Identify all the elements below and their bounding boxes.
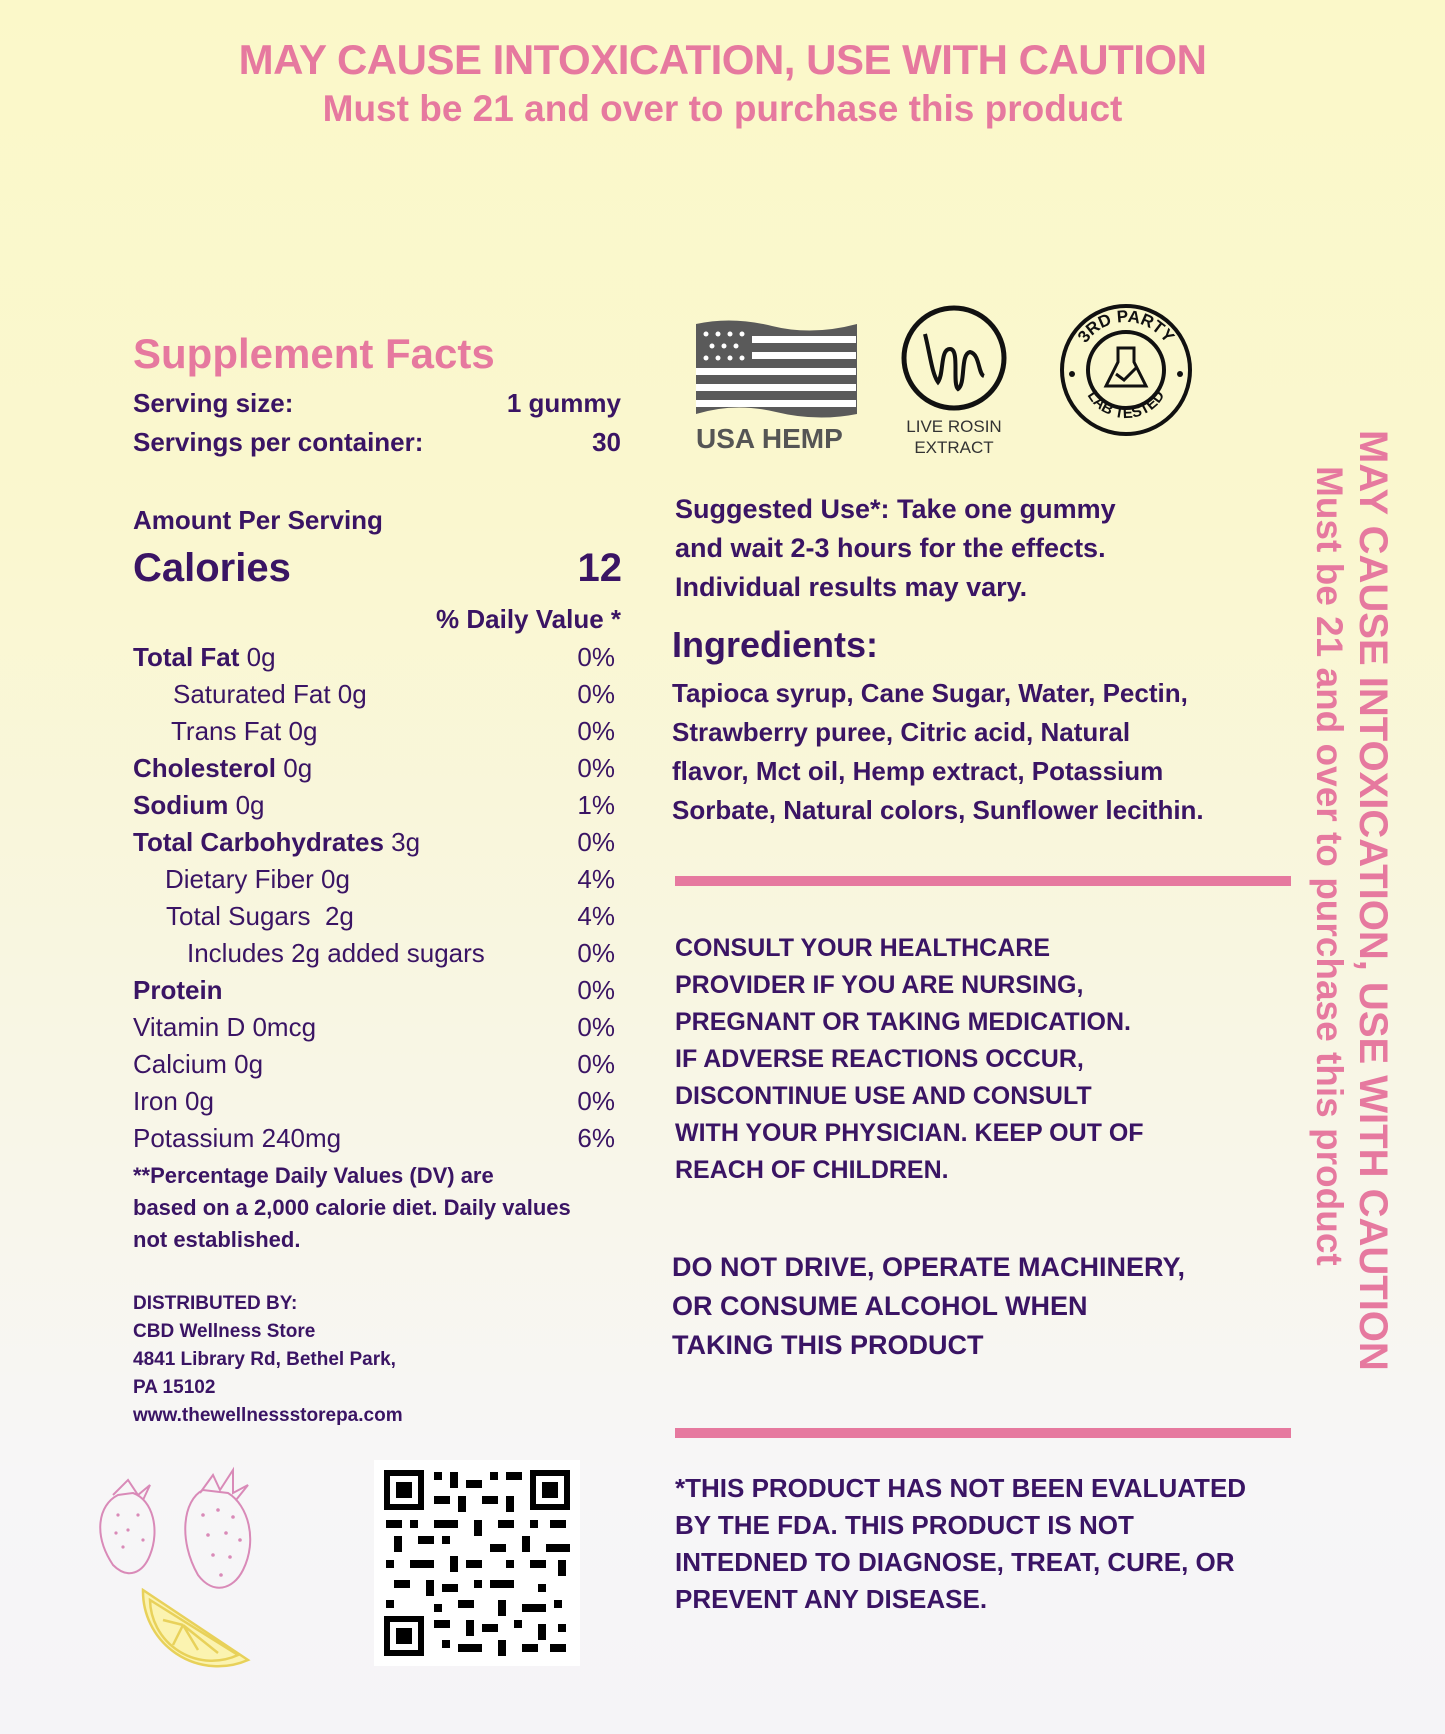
nutrient-name bbox=[133, 753, 312, 784]
svg-text:LAB TESTED bbox=[1084, 388, 1168, 423]
nutrient-name bbox=[133, 1123, 341, 1154]
nutrient-row bbox=[133, 642, 615, 673]
nutrient-name bbox=[133, 975, 223, 1006]
distributor-block bbox=[133, 1290, 403, 1430]
nutrient-daily-value: 0% bbox=[577, 679, 615, 709]
nutrient-daily-value: 4% bbox=[577, 864, 615, 894]
live-rosin-logo bbox=[900, 304, 1012, 464]
daily-value-header: % Daily Value * bbox=[436, 604, 621, 634]
ingredients-line: Tapioca syrup, Cane Sugar, Water, Pectin, bbox=[672, 678, 1188, 708]
nutrient-amount: 0g bbox=[276, 753, 313, 783]
nutrient-daily-value: 0% bbox=[577, 827, 615, 857]
suggested-use bbox=[675, 490, 1195, 607]
nutrient-name bbox=[133, 938, 485, 969]
amount-per-serving bbox=[133, 505, 621, 536]
distributor-label: DISTRIBUTED BY: bbox=[133, 1293, 298, 1314]
nutrient-row bbox=[133, 1049, 615, 1080]
nutrient-row bbox=[133, 1086, 615, 1117]
footnote-line: based on a 2,000 calorie diet. Daily values bbox=[133, 1195, 571, 1220]
nutrient-daily-value: 0% bbox=[577, 753, 615, 783]
amount-per-serving-label: Amount Per Serving bbox=[133, 505, 383, 535]
nutrient-daily-value: 0% bbox=[577, 938, 615, 968]
calories-value: 12 bbox=[577, 546, 622, 590]
nutrient-daily-value: 0% bbox=[577, 975, 615, 1005]
warning-line: WITH YOUR PHYSICIAN. KEEP OUT OF bbox=[675, 1119, 1144, 1147]
fda-disclaimer bbox=[675, 1470, 1295, 1618]
ingredients-line: Sorbate, Natural colors, Sunflower lecithin. bbox=[672, 795, 1204, 825]
nutrient-daily-value: 0% bbox=[577, 1049, 615, 1079]
svg-text:3RD PARTY bbox=[1074, 307, 1178, 347]
lemon-icon bbox=[143, 1590, 248, 1666]
warning-line: PREGNANT OR TAKING MEDICATION. bbox=[675, 1008, 1132, 1036]
nutrient-amount: Saturated Fat 0g bbox=[173, 679, 367, 709]
nutrient-row bbox=[133, 1012, 615, 1043]
divider bbox=[675, 876, 1291, 886]
servings-value: 30 bbox=[592, 427, 621, 457]
nutrient-daily-value: 0% bbox=[577, 716, 615, 746]
dv-footnote bbox=[133, 1160, 633, 1256]
nutrient-amount: Includes 2g added sugars bbox=[187, 938, 485, 968]
nutrient-name bbox=[133, 790, 265, 821]
footnote-line: not established. bbox=[133, 1227, 301, 1252]
flask-check-icon bbox=[1106, 348, 1146, 386]
serving-size-label: Serving size: bbox=[133, 388, 294, 418]
nutrient-daily-value: 0% bbox=[577, 642, 615, 672]
divider bbox=[675, 1428, 1291, 1438]
nutrient-name bbox=[133, 1086, 214, 1117]
nutrient-amount: Potassium 240mg bbox=[133, 1123, 342, 1153]
ingredients-title: Ingredients: bbox=[672, 624, 879, 665]
servings-label: Servings per container: bbox=[133, 427, 424, 457]
nutrient-row bbox=[133, 716, 615, 747]
lab-top-text: 3RD PARTY bbox=[1073, 306, 1178, 347]
suggested-use-line: Suggested Use*: Take one gummy bbox=[675, 494, 1116, 524]
nutrient-daily-value: 6% bbox=[577, 1123, 615, 1153]
rosin-drip-icon bbox=[925, 334, 984, 389]
lab-bottom-text: LAB TESTED bbox=[1083, 387, 1169, 423]
nutrient-name bbox=[133, 642, 276, 673]
side-age-notice: Must be 21 and over to purchase this product bbox=[1309, 466, 1350, 1266]
nutrient-row bbox=[133, 1123, 615, 1154]
nutrient-row bbox=[133, 753, 615, 784]
fda-line: PREVENT ANY DISEASE. bbox=[675, 1584, 988, 1614]
nutrient-name bbox=[133, 716, 317, 747]
nutrient-row bbox=[133, 975, 615, 1006]
nutrient-row bbox=[133, 938, 615, 969]
suggested-use-line: Individual results may vary. bbox=[675, 572, 1028, 602]
ingredients-line: Strawberry puree, Citric acid, Natural bbox=[672, 717, 1131, 747]
nutrient-name bbox=[133, 1049, 263, 1080]
nutrient-row bbox=[133, 827, 615, 858]
top-warning: MAY CAUSE INTOXICATION, USE WITH CAUTION bbox=[238, 36, 1207, 83]
warning-line: CONSULT YOUR HEALTHCARE bbox=[675, 934, 1050, 962]
distributor-address: 4841 Library Rd, Bethel Park, bbox=[133, 1349, 396, 1370]
nutrient-amount: Total Sugars 2g bbox=[166, 901, 354, 931]
servings-per-container-row bbox=[133, 427, 621, 458]
nutrient-row bbox=[133, 790, 615, 821]
nutrient-amount: Vitamin D 0mcg bbox=[133, 1012, 317, 1042]
distributor-address: PA 15102 bbox=[133, 1377, 216, 1398]
drive-line: OR CONSUME ALCOHOL WHEN bbox=[672, 1291, 1088, 1321]
nutrient-amount: Trans Fat 0g bbox=[171, 716, 318, 746]
fda-line: *THIS PRODUCT HAS NOT BEEN EVALUATED bbox=[675, 1473, 1247, 1503]
nutrient-name-bold: Total Carbohydrates bbox=[133, 827, 384, 857]
nutrient-daily-value: 1% bbox=[577, 790, 615, 820]
nutrient-amount: Iron 0g bbox=[133, 1086, 214, 1116]
drive-line: DO NOT DRIVE, OPERATE MACHINERY, bbox=[672, 1252, 1186, 1282]
fda-line: BY THE FDA. THIS PRODUCT IS NOT bbox=[675, 1510, 1134, 1540]
nutrient-daily-value: 0% bbox=[577, 1086, 615, 1116]
extract-text: EXTRACT bbox=[914, 438, 994, 457]
nutrient-name bbox=[133, 901, 354, 932]
nutrient-amount: 0g bbox=[228, 790, 265, 820]
warning-line: PROVIDER IF YOU ARE NURSING, bbox=[675, 971, 1084, 999]
ingredients-line: flavor, Mct oil, Hemp extract, Potassium bbox=[672, 756, 1164, 786]
top-age-notice: Must be 21 and over to purchase this product bbox=[322, 88, 1123, 129]
qr-code[interactable] bbox=[374, 1460, 580, 1666]
consult-warning bbox=[675, 930, 1295, 1189]
nutrient-amount: 0g bbox=[239, 642, 276, 672]
nutrient-amount: 3g bbox=[383, 827, 421, 857]
nutrient-name-bold: Cholesterol bbox=[133, 753, 277, 783]
usa-hemp-logo bbox=[692, 318, 862, 458]
nutrient-daily-value: 0% bbox=[577, 1012, 615, 1042]
strawberry-icon bbox=[100, 1493, 154, 1573]
nutrient-name-bold: Sodium bbox=[133, 790, 229, 820]
fda-line: INTEDNED TO DIAGNOSE, TREAT, CURE, OR bbox=[675, 1547, 1235, 1577]
footnote-line: **Percentage Daily Values (DV) are bbox=[133, 1163, 494, 1188]
fruit-illustration bbox=[88, 1455, 308, 1675]
usa-flag-icon bbox=[696, 320, 857, 417]
nutrient-row bbox=[133, 679, 615, 710]
ingredients-list bbox=[672, 674, 1312, 830]
distributor-name: CBD Wellness Store bbox=[133, 1321, 316, 1342]
distributor-website[interactable]: www.thewellnessstorepa.com bbox=[133, 1405, 403, 1426]
warning-line: IF ADVERSE REACTIONS OCCUR, bbox=[675, 1045, 1084, 1073]
serving-size-value: 1 gummy bbox=[506, 388, 621, 418]
usa-hemp-text: USA HEMP bbox=[696, 423, 843, 454]
nutrient-name bbox=[133, 1012, 316, 1043]
suggested-use-line: and wait 2-3 hours for the effects. bbox=[675, 533, 1106, 563]
live-rosin-text: LIVE ROSIN bbox=[906, 417, 1002, 436]
warning-line: DISCONTINUE USE AND CONSULT bbox=[675, 1082, 1092, 1110]
nutrient-name bbox=[133, 827, 420, 858]
nutrient-name bbox=[133, 679, 367, 710]
serving-size-row bbox=[133, 388, 621, 419]
side-warning: MAY CAUSE INTOXICATION, USE WITH CAUTION bbox=[1351, 430, 1395, 1371]
nutrient-name-bold: Total Fat bbox=[133, 642, 240, 672]
nutrient-row bbox=[133, 864, 615, 895]
nutrient-name-bold: Protein bbox=[133, 975, 223, 1005]
drive-line: TAKING THIS PRODUCT bbox=[672, 1330, 984, 1360]
warning-line: REACH OF CHILDREN. bbox=[675, 1156, 949, 1184]
nutrient-daily-value: 4% bbox=[577, 901, 615, 931]
supplement-facts-title: Supplement Facts bbox=[133, 330, 495, 377]
lab-tested-badge bbox=[1058, 302, 1194, 438]
drive-warning bbox=[672, 1248, 1292, 1365]
nutrient-amount: Calcium 0g bbox=[133, 1049, 264, 1079]
calories-label: Calories bbox=[133, 546, 291, 590]
nutrient-amount: Dietary Fiber 0g bbox=[165, 864, 350, 894]
nutrient-name bbox=[133, 864, 350, 895]
nutrient-row bbox=[133, 901, 615, 932]
